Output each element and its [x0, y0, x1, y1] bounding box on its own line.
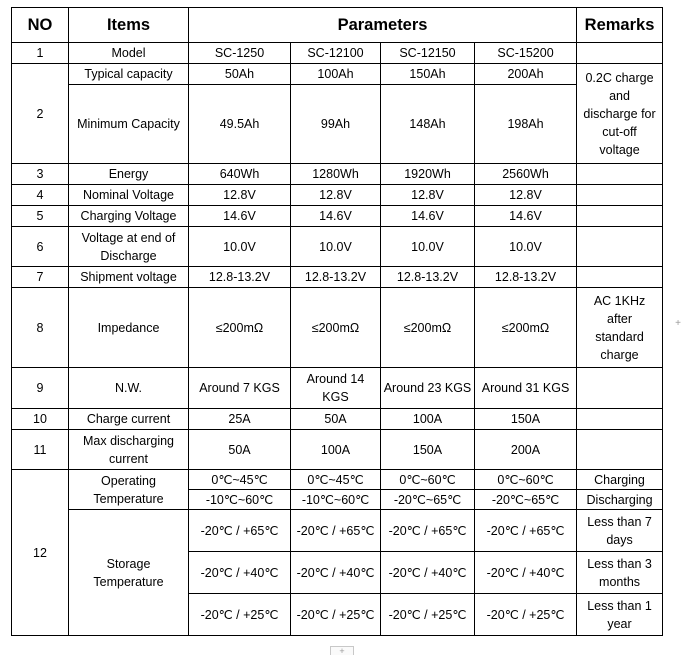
value-cell: -20℃ / +25℃: [381, 594, 475, 636]
row-operating-temp-charging: [12, 470, 663, 490]
row-number: 11: [12, 430, 69, 470]
item-label: Operating Temperature: [69, 470, 189, 510]
row-number: 5: [12, 206, 69, 227]
value-cell: 198Ah: [475, 85, 577, 164]
remark-cell: [577, 43, 663, 64]
remark-cell: Less than 3 months: [577, 552, 663, 594]
value-cell: -20℃ / +65℃: [189, 510, 291, 552]
value-cell: -20℃ / +40℃: [381, 552, 475, 594]
value-cell: -20℃~65℃: [381, 490, 475, 510]
item-label: N.W.: [69, 368, 189, 409]
value-cell: 0℃~60℃: [381, 470, 475, 490]
value-cell: 12.8-13.2V: [291, 267, 381, 288]
row-number: 3: [12, 164, 69, 185]
remark-cell: Less than 1 year: [577, 594, 663, 636]
row-shipment-voltage: [12, 267, 663, 288]
value-cell: 148Ah: [381, 85, 475, 164]
value-cell: 12.8V: [189, 185, 291, 206]
value-cell: -20℃ / +25℃: [291, 594, 381, 636]
row-impedance: [12, 288, 663, 368]
value-cell: 0℃~60℃: [475, 470, 577, 490]
row-number: 8: [12, 288, 69, 368]
value-cell: ≤200mΩ: [475, 288, 577, 368]
value-cell: SC-12150: [381, 43, 475, 64]
header-row: [12, 8, 663, 43]
item-label: Typical capacity: [69, 64, 189, 85]
row-number: 10: [12, 409, 69, 430]
remark-cell: [577, 368, 663, 409]
row-number: 1: [12, 43, 69, 64]
value-cell: -10℃~60℃: [189, 490, 291, 510]
value-cell: SC-12100: [291, 43, 381, 64]
value-cell: 10.0V: [189, 227, 291, 267]
value-cell: Around 31 KGS: [475, 368, 577, 409]
value-cell: 12.8-13.2V: [381, 267, 475, 288]
value-cell: 50A: [189, 430, 291, 470]
row-number: 9: [12, 368, 69, 409]
value-cell: 12.8V: [381, 185, 475, 206]
row-number: 4: [12, 185, 69, 206]
remark-cell: Discharging: [577, 490, 663, 510]
value-cell: Around 23 KGS: [381, 368, 475, 409]
row-end-voltage: [12, 227, 663, 267]
value-cell: 14.6V: [291, 206, 381, 227]
value-cell: Around 14 KGS: [291, 368, 381, 409]
value-cell: 50A: [291, 409, 381, 430]
item-label: Energy: [69, 164, 189, 185]
value-cell: -10℃~60℃: [291, 490, 381, 510]
value-cell: -20℃~65℃: [475, 490, 577, 510]
value-cell: -20℃ / +40℃: [475, 552, 577, 594]
value-cell: 0℃~45℃: [291, 470, 381, 490]
value-cell: 1280Wh: [291, 164, 381, 185]
value-cell: 14.6V: [189, 206, 291, 227]
item-label: Impedance: [69, 288, 189, 368]
value-cell: 12.8-13.2V: [189, 267, 291, 288]
value-cell: 150Ah: [381, 64, 475, 85]
remark-cell: [577, 409, 663, 430]
item-label: Storage Temperature: [69, 510, 189, 636]
item-label: Charging Voltage: [69, 206, 189, 227]
remark-cell: Less than 7 days: [577, 510, 663, 552]
remark-cell: [577, 185, 663, 206]
item-label: Charge current: [69, 409, 189, 430]
value-cell: 10.0V: [475, 227, 577, 267]
value-cell: SC-1250: [189, 43, 291, 64]
value-cell: 12.8V: [475, 185, 577, 206]
row-number: 12: [12, 470, 69, 636]
row-max-discharging-current: [12, 430, 663, 470]
remark-cell: [577, 206, 663, 227]
remark-cell: Charging: [577, 470, 663, 490]
header-no: NO: [12, 8, 69, 43]
header-parameters: Parameters: [189, 8, 577, 43]
value-cell: 14.6V: [475, 206, 577, 227]
value-cell: 1920Wh: [381, 164, 475, 185]
remark-cell: AC 1KHz after standard charge: [577, 288, 663, 368]
value-cell: -20℃ / +65℃: [381, 510, 475, 552]
value-cell: ≤200mΩ: [381, 288, 475, 368]
item-label: Voltage at end of Discharge: [69, 227, 189, 267]
value-cell: 2560Wh: [475, 164, 577, 185]
value-cell: Around 7 KGS: [189, 368, 291, 409]
value-cell: 99Ah: [291, 85, 381, 164]
item-label: Model: [69, 43, 189, 64]
value-cell: ≤200mΩ: [291, 288, 381, 368]
value-cell: ≤200mΩ: [189, 288, 291, 368]
value-cell: -20℃ / +65℃: [475, 510, 577, 552]
remark-cell: [577, 267, 663, 288]
row-charging-voltage: [12, 206, 663, 227]
value-cell: 0℃~45℃: [189, 470, 291, 490]
row-model: [12, 43, 663, 64]
item-label: Minimum Capacity: [69, 85, 189, 164]
row-number: 6: [12, 227, 69, 267]
value-cell: SC-15200: [475, 43, 577, 64]
value-cell: 12.8V: [291, 185, 381, 206]
add-column-icon[interactable]: +: [675, 318, 681, 329]
row-number: 2: [12, 64, 69, 164]
value-cell: 49.5Ah: [189, 85, 291, 164]
remark-cell: [577, 164, 663, 185]
value-cell: 14.6V: [381, 206, 475, 227]
value-cell: 100A: [381, 409, 475, 430]
item-label: Shipment voltage: [69, 267, 189, 288]
remark-cell: 0.2C charge and discharge for cut-off voltage: [577, 64, 663, 164]
value-cell: 200A: [475, 430, 577, 470]
value-cell: 50Ah: [189, 64, 291, 85]
item-label: Max discharging current: [69, 430, 189, 470]
value-cell: 12.8-13.2V: [475, 267, 577, 288]
header-items: Items: [69, 8, 189, 43]
value-cell: 100A: [291, 430, 381, 470]
value-cell: -20℃ / +65℃: [291, 510, 381, 552]
value-cell: 200Ah: [475, 64, 577, 85]
value-cell: 640Wh: [189, 164, 291, 185]
value-cell: 10.0V: [381, 227, 475, 267]
value-cell: 100Ah: [291, 64, 381, 85]
row-storage-temp-7-days: [12, 510, 663, 552]
item-label: Nominal Voltage: [69, 185, 189, 206]
value-cell: 150A: [475, 409, 577, 430]
row-energy: [12, 164, 663, 185]
value-cell: -20℃ / +25℃: [189, 594, 291, 636]
battery-spec-table: [11, 7, 663, 636]
remark-cell: [577, 227, 663, 267]
value-cell: 10.0V: [291, 227, 381, 267]
row-typical-capacity: [12, 64, 663, 85]
remark-cell: [577, 430, 663, 470]
row-nominal-voltage: [12, 185, 663, 206]
row-net-weight: [12, 368, 663, 409]
header-remarks: Remarks: [577, 8, 663, 43]
value-cell: -20℃ / +40℃: [189, 552, 291, 594]
value-cell: -20℃ / +40℃: [291, 552, 381, 594]
add-row-icon[interactable]: +: [330, 646, 354, 655]
value-cell: 25A: [189, 409, 291, 430]
row-minimum-capacity: [12, 85, 663, 164]
row-charge-current: [12, 409, 663, 430]
value-cell: -20℃ / +25℃: [475, 594, 577, 636]
value-cell: 150A: [381, 430, 475, 470]
row-number: 7: [12, 267, 69, 288]
